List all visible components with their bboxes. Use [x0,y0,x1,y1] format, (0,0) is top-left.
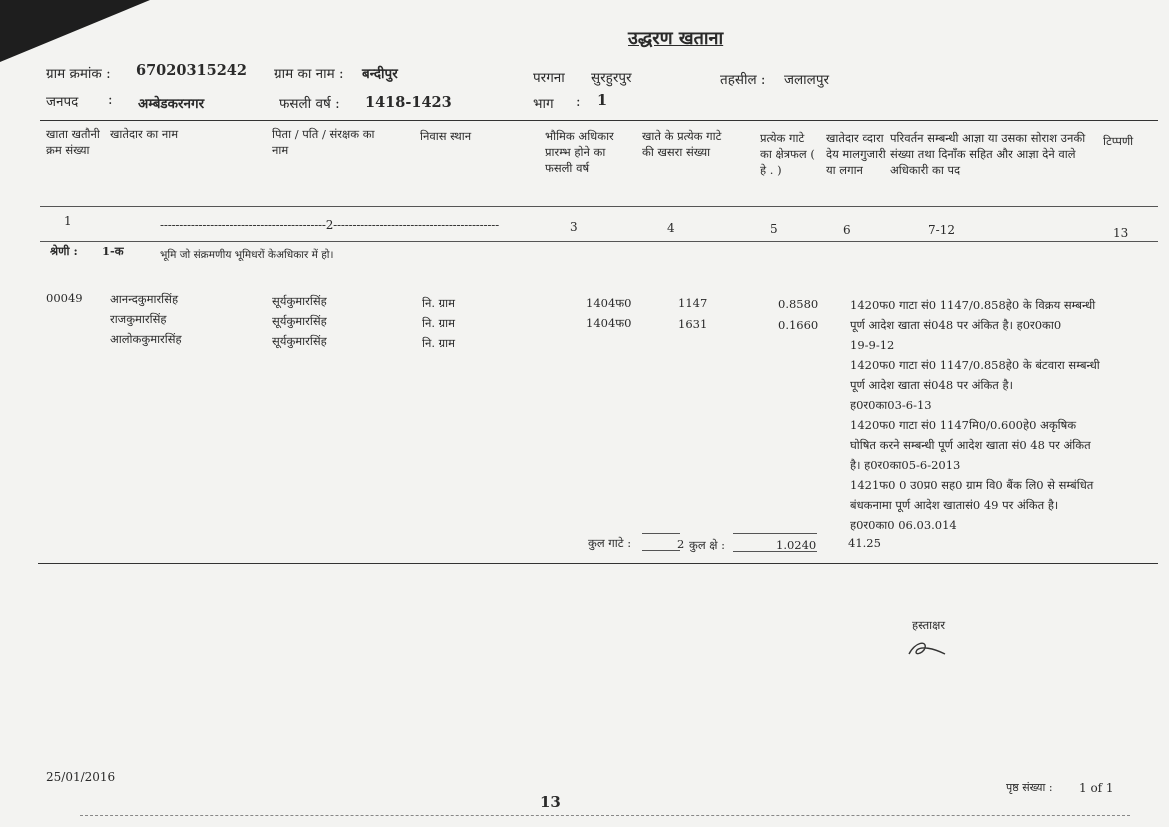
kul-gate-rule-bottom [642,550,680,551]
gram-kramank-value: 67020315242 [136,62,247,79]
khata-number: 00049 [46,291,83,305]
gram-naam-value: बन्दीपुर [362,66,398,82]
totals-rule [38,563,1158,564]
page-count-label: पृष्ठ संख्या : [1006,781,1053,794]
shreni-label: श्रेणी : [50,244,78,258]
col-number-7-12: 7-12 [928,223,955,237]
col-number-13: 13 [1113,226,1129,240]
col-header-fasli: भौमिक अधिकार प्रारम्भ होने का फसली वर्ष [545,129,614,175]
janpad-value: अम्बेडकरनगर [138,96,205,112]
khasra-number: 1147 [678,296,708,310]
bhag-label: भाग [533,96,554,112]
khatedar-name: आलोककुमारसिंह [110,332,182,346]
col-header-khasra: खाते के प्रत्येक गाटे की खसरा संख्या [642,129,722,159]
lagan-total: 41.25 [848,536,881,550]
remark-line: 1420फ0 गाटा सं0 1147/0.858हे0 के विक्रय सम्बन्धी पूर्ण आदेश खाता सं048 पर अंकित है। ह0र0का0 [850,298,1096,332]
kul-gate-rule-top [642,533,680,534]
kul-kshe-value: 1.0240 [776,538,817,552]
remark-line: 19-9-12 [850,338,895,352]
page-count-value: 1 of 1 [1079,781,1114,795]
signature-mark [905,638,949,660]
parivartan-remarks [850,295,1100,535]
khatedar-name: आनन्दकुमारसिंह [110,292,179,306]
shreni-code: 1-क [102,244,124,258]
col-header-tippani: टिप्पणी [1103,134,1134,148]
col-header-kshetrafal: प्रत्येक गाटे का क्षेत्रफल ( हे . ) [760,131,815,177]
col-number-1: 1 [64,214,72,228]
remark-line: 1420फ0 गाटा सं0 1147/0.858हे0 के बंटवारा सम्बन्धी पूर्ण आदेश खाता सं048 पर अंकित है। [850,358,1100,392]
col-number-4: 4 [667,221,675,235]
gram-naam-label: ग्राम का नाम : [274,66,344,82]
signature-label: हस्ताक्षर [912,618,946,632]
remark-line: 1420फ0 गाटा सं0 1147मि0/0.600हे0 अकृषिक घोषित करने सम्बन्धी पूर्ण आदेश खाता सं0 48 पर अंकित है। ह0र0का05-6-2013 [850,418,1091,472]
tehsil-label: तहसील : [720,72,766,88]
bottom-edge-rule [80,815,1130,816]
pargana-label: परगना [533,70,565,86]
fasli-varsh-label: फसली वर्ष : [279,96,340,112]
kul-gate-label: कुल गाटे : [588,536,632,550]
col-header-parivartan: परिवर्तन सम्बन्धी आज्ञा या उसका सोराश उनकी संख्या तथा दिनाँक सहित और आज्ञा देने वाले अधिकारी का पद [890,131,1086,177]
col-header-khatedar: खातेदार का नाम [110,127,179,141]
header-rule-bottom [40,241,1158,242]
document-title: उद्धरण खताना [628,28,724,49]
father-name: सूर्यकुमारसिंह [272,314,327,328]
header-rule-middle [40,206,1158,207]
kul-kshe-rule-top [733,533,817,534]
remark-line: ह0र0का03-6-13 [850,398,932,412]
fasli-year: 1404फ0 [586,296,632,310]
remark-line: ह0र0का0 06.03.014 [850,518,957,532]
niwas-sthan: नि. ग्राम [422,296,456,310]
header-rule-top [40,120,1158,121]
tehsil-value: जलालपुर [784,72,830,88]
pargana-value: सुरहुरपुर [591,70,632,86]
janpad-colon: : [108,92,113,108]
page-number: 13 [540,793,561,811]
bhag-value: 1 [597,92,608,109]
col-header-malguzari: खातेदार व्दारा देय मालगुजारी या लगान [826,131,886,177]
niwas-sthan: नि. ग्राम [422,336,456,350]
fasli-year: 1404फ0 [586,316,632,330]
gram-kramank-label: ग्राम क्रमांक : [46,66,111,82]
kul-gate-value: 2 [677,537,685,551]
area-hectare: 0.1660 [778,318,819,332]
father-name: सूर्यकुमारसिंह [272,294,327,308]
father-name: सूर्यकुमारसिंह [272,334,327,348]
remark-line: 1421फ0 0 उ0प्र0 सह0 ग्राम वि0 बैंक लि0 से सम्बंधित बंधकनामा पूर्ण आदेश खातासं0 49 पर अंकित है। [850,478,1094,512]
col-number-3: 3 [570,220,578,234]
col-number-2: -------------------------------------------2------------------------------------------- [160,218,499,232]
khatedar-name: राजकुमारसिंह [110,312,167,326]
bhag-colon: : [576,94,581,110]
niwas-sthan: नि. ग्राम [422,316,456,330]
fasli-varsh-value: 1418-1423 [365,94,452,111]
khasra-number: 1631 [678,317,708,331]
col-header-khata: खाता खतौनी क्रम संख्या [46,127,100,157]
scan-corner-shadow [0,0,150,62]
area-hectare: 0.8580 [778,297,819,311]
shreni-description: भूमि जो संक्रमणीय भूमिधरों केअधिकार में हो। [160,249,334,261]
col-number-6: 6 [843,223,851,237]
col-header-pita: पिता / पति / संरक्षक का नाम [272,127,375,157]
kul-kshe-label: कुल क्षे : [689,538,726,552]
col-number-5: 5 [770,222,778,236]
janpad-label: जनपद [46,94,79,110]
col-header-niwas: निवास स्थान [420,129,472,143]
print-date: 25/01/2016 [46,770,116,784]
